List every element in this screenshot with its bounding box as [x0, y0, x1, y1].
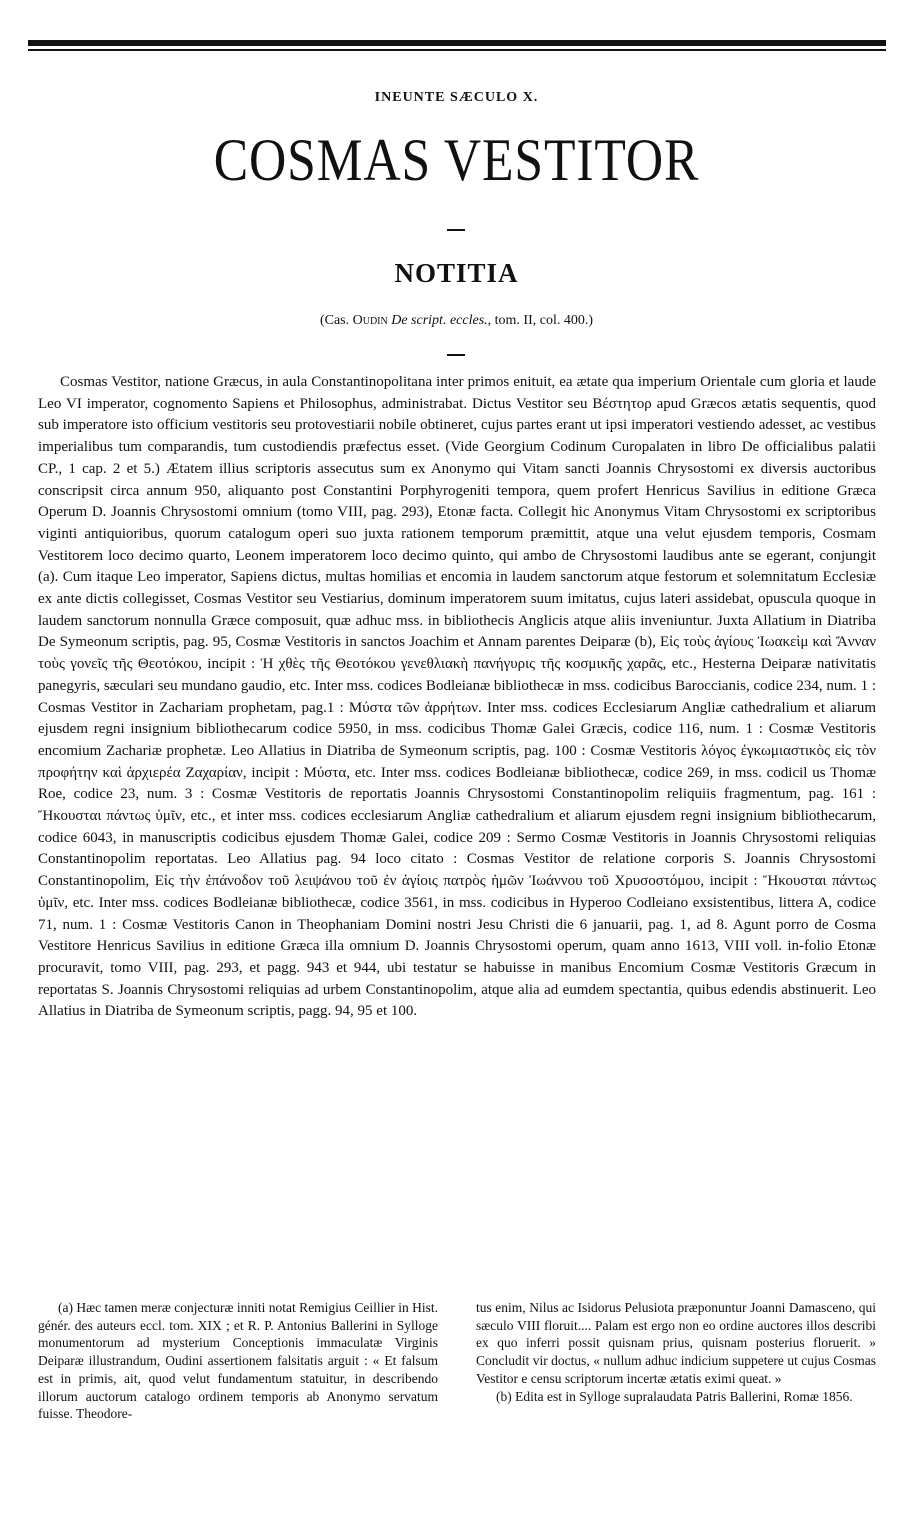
footnote-a-column-left	[38, 1299, 438, 1423]
source-citation	[0, 313, 913, 329]
title-separator	[447, 229, 465, 231]
footnote-b: (b) Edita est in Sylloge supralaudata Patris Ballerini, Romæ 1856.	[496, 1388, 853, 1404]
source-rest: , tom. II, col. 400.)	[487, 313, 594, 328]
main-paragraph: Cosmas Vestitor, natione Græcus, in aula Constantinopolitana inter primos enituit, ea ætate qua imperium Orientale cum gloria et laude Leo VI imperator, cognomento Sapiens et Philosophus, administrabat. Dictus Vestitor seu Βέστητορ apud Græcos ætatis sequentis, quod sub imperatore isto officium vestitoris seu protovestiarii nobile obtineret, cujus partes erant ut ipsi imperatori vestiendo adesset, ac vestibus imperialibus tum comparandis, tum custodiendis præfectus esset. (Vide Georgium Codinum Curopalaten in libro De officialibus palatii CP., 1 cap. 2 et 5.) Ætatem illius scriptoris assecutus sum ex Anonymo qui Vitam sancti Joannis Chrysostomi ex diversis auctoribus conscripsit circa annum 950, aliquanto post Constantini Porphyrogeniti tempora, quem profert Henricus Savilius in editione Græca Operum D. Joannis Chrysostomi omnium (tomo VIII, pag. 293), Etonæ facta. Collegit hic Anonymus Vitam Chrysostomi ex scriptoribus viginti antiquioribus, quorum catalogum operi suo juxta rationem temporum præmittit, atque una velut ejusdem temporis, Cosmam Vestitorem loco decimo quarto, Leonem imperatorem loco decimo quinto, qui ambo de Chrysostomi laudibus ante se egerant, conjungit (a). Cum itaque Leo imperator, Sapiens dictus, multas homilias et encomia in laudem sanctorum atque festorum et solemnitatum Ecclesiæ ex ante dictis collegisset, Cosmas Vestitor seu Vestiarius, dominum imperatorem suum imitatus, cujus lateri assidebat, opuscula quoque in laudem sanctorum nonnulla Græce composuit, quæ adhuc mss. in bibliothecis Anglicis atque aliis inveniuntur. Juxta Allatium in Diatriba De Symeonum scriptis, pag. 95, Cosmæ Vestitoris in sanctos Joachim et Annam parentes Deiparæ (b), Εἰς τοὺς ἁγίους Ἰωακεὶμ καὶ Ἄνναν τοὺς γονεῖς τῆς Θεοτόκου, incipit : Ἡ χθὲς τῆς Θεοτόκου γενεθλιακὴ πανήγυρις τῆς κοσμικῆς χαρᾶς, etc., Hesterna Deiparæ nativitatis panegyris, sæculari seu mundano gaudio, etc. Inter mss. codices Bodleianæ bibliothecæ in mss. codicibus Baroccianis, codice 234, num. 1 : Cosmas Vestitor in Zachariam prophetam, pag.1 : Μύστα τῶν ἀρρήτων. Inter mss. codices Ecclesiarum Angliæ cathedralium et aliarum ejusdem regni insignium bibliothecarum codice 5950, in mss. codicibus Thomæ Galei Græcis, codice 116, num. 1 : Cosmæ Vestitoris encomium Zachariæ prophetæ. Leo Allatius in Diatriba de Symeonum scriptis, pag. 100 : Cosmæ Vestitoris λόγος ἐγκωμιαστικὸς εἰς τὸν προφήτην καὶ ἀρχιερέα Ζαχαρίαν, incipit : Μύστα, etc. Inter mss. codices Bodleianæ bibliothecæ, codice 269, in mss. codicil us Thomæ Roe, codice 23, num. 3 : Cosmæ Vestitoris de reportatis Joannis Chrysostomi Constantinopolim reliquiis fragmentum, pag. 161 : Ἤκουσται πάντως ὑμῖν, etc., et inter mss. codices ecclesiarum Angliæ cathedralium et aliarum ejusdem regni insignium bibliothecarum, codice 6043, in manuscriptis codicibus ejusdem Thomæ Galei, codice 209 : Sermo Cosmæ Vestitoris in Joannis Chrysostomi reliquias Constantinopolim reportatas. Leo Allatius pag. 94 loco citato : Cosmas Vestitor de relatione corporis S. Joannis Chrysostomi Constantinopolim, Εἰς τὴν ἐπάνοδον τοῦ λειψάνου τοῦ ἐν ἁγίοις πατρὸς ἡμῶν Ἰωάννου τοῦ Χρυσοστόμου, incipit : Ἤκουσται πάντως ὑμῖν, etc. Inter mss. codices Bodleianæ bibliothecæ, codice 3561, in mss. codicibus in Hyperoo Codleiano exsistentibus, littera A, codice 71, num. 1 : Cosmæ Vestitoris Canon in Theophaniam Domini nostri Jesu Christi die 6 januarii, pag. 1, ad 8. Agunt porro de Cosma Vestitore Henricus Savilius in editione Græca illa omnium D. Joannis Chrysostomi operum, quam anno 1613, VIII voll. in-folio Etonæ procuravit, tomo VIII, pag. 293, et pagg. 943 et 944, ubi testatur se habuisse in manibus Encomium Cosmæ Vestitoris Græcum in reportatas S. Joannis Chrysostomi reliquias ad urbem Constantinopolim, atque alia ad eumdem spectantia, quibus edendis abstinuerit. Leo Allatius in Diatriba de Symeonum scriptis, pagg. 94, 95 et 100.	[38, 374, 876, 1020]
section-title: NOTITIA	[394, 258, 519, 288]
top-rule-thin	[28, 49, 886, 51]
page-title: COSMAS VESTITOR	[213, 127, 700, 193]
footnote-column-right	[476, 1299, 876, 1405]
top-rule	[28, 40, 886, 46]
notitia-separator	[447, 354, 465, 356]
source-work: De script. eccles.	[387, 313, 488, 328]
footnote-a-start: (a) Hæc tamen meræ conjecturæ inniti notat Remigius Ceillier in Hist. génér. des auteurs eccl. tom. XIX ; et R. P. Antonius Ballerini in Sylloge monumentorum ad mysterium Conceptionis immaculatæ Virginis Deiparæ illustrandum, Oudini assertionem falsitatis arguit : « Et falsum est in primis, ait, quod velut fundamentum statuitur, in describendo illorum auctorum catalogo ordinem temporis ab Anonymo servatum fuisse. Theodore-	[38, 1300, 438, 1422]
running-head: INEUNTE SÆCULO X.	[374, 90, 539, 105]
footnote-a-end: tus enim, Nilus ac Isidorus Pelusiota præponuntur Joanni Damasceno, qui sæculo VIII floruit.... Palam est ergo non eo ordine auctores illos describi ex quo inferri possit quisnam prius, quisnam posterius floruerit. » Concludit vir doctus, « nullum adhuc indicium suppetere ut cujus Cosmas Vestitor e censu scriptorum incertæ ætatis eximi queat. »	[476, 1300, 876, 1386]
source-open: (Cas.	[319, 313, 353, 328]
source-author: Oudin	[352, 313, 388, 328]
